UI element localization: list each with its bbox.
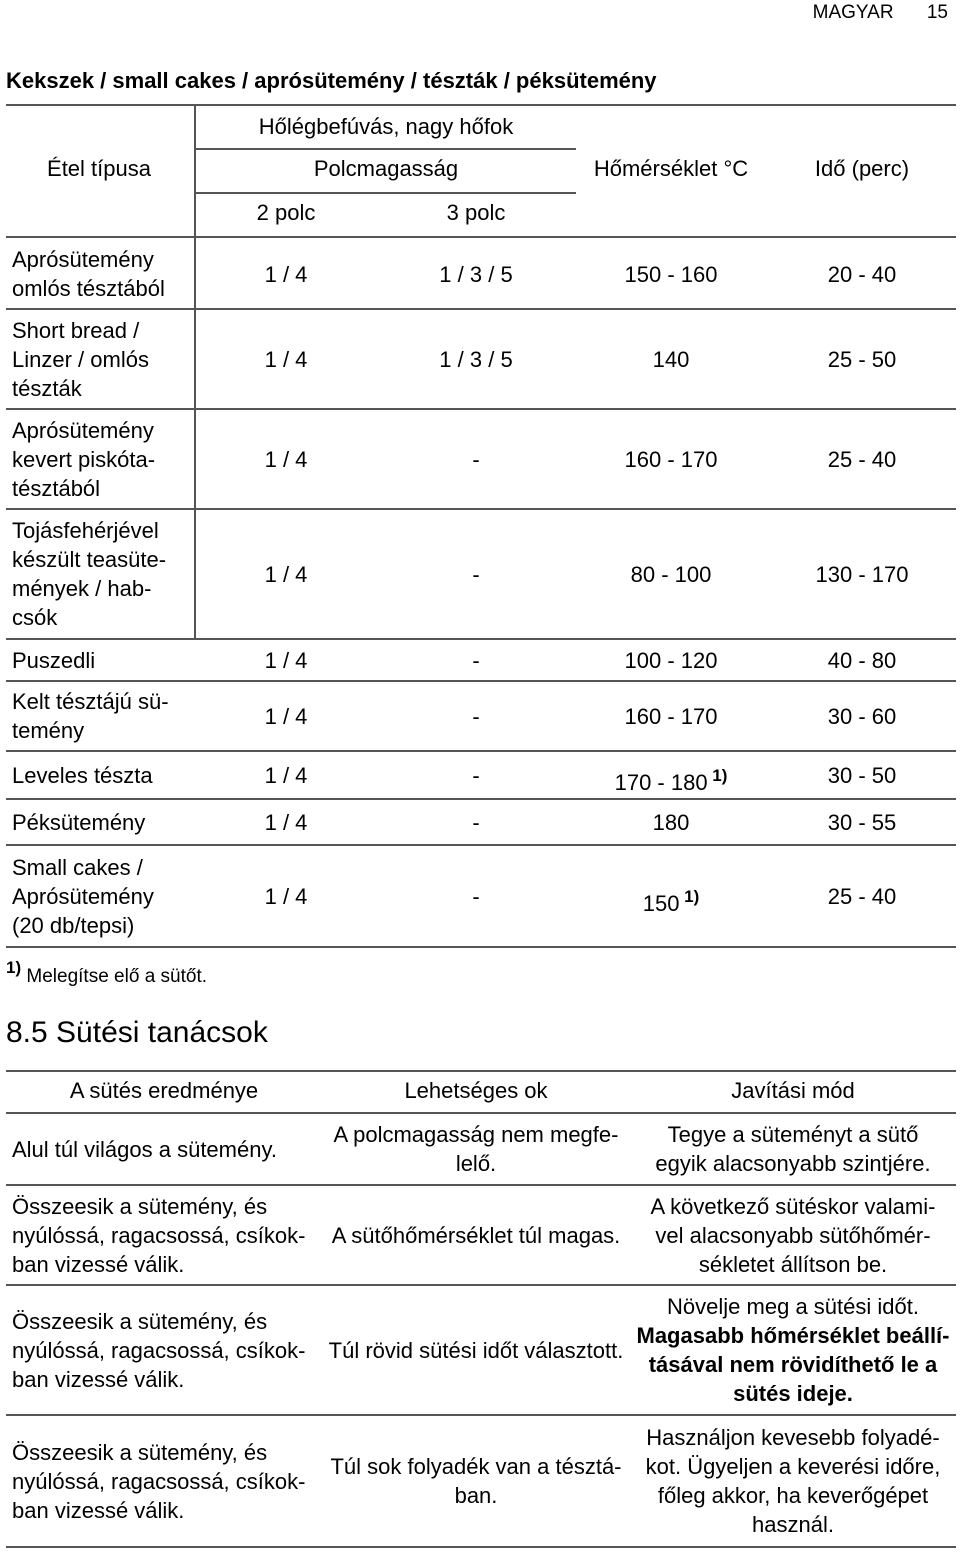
food-type-name (12, 808, 192, 837)
time-value-text: 130 - 170 (815, 561, 909, 587)
tip-result (12, 1438, 322, 1525)
shelf-2-value (196, 560, 376, 589)
shelf-2-value-text: 1 / 4 (264, 762, 308, 788)
col-header-cause: Lehetséges ok (404, 1078, 548, 1103)
time-value-text: 30 - 60 (827, 703, 897, 729)
temperature-value (576, 345, 766, 374)
time-value (768, 808, 956, 837)
shelf-3-value-text: 1 / 3 / 5 (439, 261, 513, 287)
col-header-shelf-2: 2 polc (256, 200, 316, 225)
shelf-3-value-text: - (472, 446, 480, 472)
col-header-food-type: Étel típusa (47, 156, 151, 181)
temperature-value-text: 140 (652, 346, 690, 372)
rule (6, 308, 956, 310)
tip-result-line: nyúlóssá, ragacsossá, csíkok- (12, 1337, 306, 1363)
tip-result-line: Összeesik a sütemény, és (12, 1193, 268, 1219)
food-type-line: mények / hab- (12, 576, 152, 601)
rule (6, 408, 956, 410)
tip-result-line: Összeesik a sütemény, és (12, 1308, 268, 1334)
col-header-group: Hőlégbefúvás, nagy hőfok (258, 114, 514, 139)
shelf-3-value (378, 445, 574, 474)
time-value (768, 560, 956, 589)
rule (6, 1112, 956, 1114)
food-type-line: Aprósütemény (12, 883, 154, 909)
page-header (813, 2, 948, 24)
tip-fix-bold-line: Magasabb hőmérséklet beállí- (636, 1323, 950, 1348)
temperature-value-text: 150 (642, 890, 680, 916)
shelf-2-value-text: 1 / 4 (264, 809, 308, 835)
col-header-time: Idő (perc) (814, 156, 910, 181)
temperature-value-text: 150 - 160 (624, 261, 718, 287)
temperature-value-text: 160 - 170 (624, 446, 718, 472)
food-type-line: temény (12, 718, 85, 743)
shelf-2-value (196, 761, 376, 790)
language-label: MAGYAR (812, 2, 894, 23)
rule (6, 1184, 956, 1186)
tip-fix-line: sékletet állítson be. (698, 1251, 888, 1277)
tip-fix-line: Használjon kevesebb folyadé- (646, 1425, 940, 1450)
footnote-mark: 1) (6, 958, 22, 977)
temperature-value (576, 882, 766, 918)
col-header-shelf-3: 3 polc (446, 200, 506, 225)
col-header-result: A sütés eredménye (69, 1078, 259, 1103)
rule (196, 192, 576, 194)
food-type-line: készült teasüte- (12, 547, 167, 572)
tip-fix (630, 1192, 956, 1279)
shelf-2-value-text: 1 / 4 (264, 703, 308, 729)
footnote-text: Melegítse elő a sütőt. (26, 966, 208, 987)
rule (6, 1284, 956, 1286)
time-value (768, 646, 956, 675)
tip-result-line: ban vizessé válik. (12, 1497, 185, 1523)
shelf-3-value (378, 808, 574, 837)
food-type-line: omlós tésztából (12, 276, 165, 301)
tip-cause-line: ban. (454, 1483, 498, 1508)
time-value (768, 260, 956, 289)
tip-cause (322, 1452, 630, 1510)
rule (6, 1070, 956, 1072)
temperature-value (576, 260, 766, 289)
food-type-line: Puszedli (12, 647, 96, 673)
shelf-3-value (378, 345, 574, 374)
rule (6, 104, 956, 106)
food-type-line: Aprósütemény (12, 247, 154, 272)
tip-fix-bold-line: sütés ideje. (733, 1381, 853, 1406)
shelf-2-value-text: 1 / 4 (264, 647, 308, 673)
time-value-text: 40 - 80 (827, 647, 897, 673)
shelf-3-value (378, 882, 574, 911)
food-type-name (12, 646, 192, 675)
shelf-3-value (378, 560, 574, 589)
shelf-2-value-text: 1 / 4 (264, 346, 308, 372)
shelf-3-value-text: 1 / 3 / 5 (439, 346, 513, 372)
time-value (768, 882, 956, 911)
tip-cause-line: Túl sok folyadék van a tésztá- (330, 1454, 622, 1479)
tip-fix (630, 1423, 956, 1539)
shelf-3-value-text: - (472, 703, 480, 729)
food-type-name (12, 245, 192, 303)
food-type-name (12, 316, 192, 403)
food-type-name (12, 687, 192, 745)
rule (6, 236, 956, 238)
food-type-line: csók (12, 605, 58, 630)
footnote-ref: 1) (679, 886, 700, 906)
shelf-3-value-text: - (472, 809, 480, 835)
time-value-text: 25 - 40 (827, 883, 897, 909)
food-type-line: Small cakes / (12, 854, 143, 880)
time-value-text: 30 - 50 (827, 762, 897, 788)
shelf-3-value (378, 761, 574, 790)
tip-fix-line: A következő sütéskor valami- (650, 1193, 936, 1219)
tip-fix-line: főleg akkor, ha keverőgépet (657, 1483, 929, 1508)
shelf-3-value (378, 702, 574, 731)
rule (6, 798, 956, 800)
food-type-line: Kelt tésztájú sü- (12, 689, 169, 714)
time-value (768, 345, 956, 374)
food-type-name (12, 516, 192, 632)
temperature-value (576, 646, 766, 675)
tip-result (12, 1307, 322, 1394)
food-type-line: Aprósütemény (12, 417, 154, 443)
footnote (6, 958, 207, 988)
tip-fix (630, 1120, 956, 1178)
temperature-value-text: 180 (652, 809, 690, 835)
food-type-line: Short bread / (12, 317, 140, 343)
temperature-value (576, 761, 766, 797)
tip-cause-line: lelő. (455, 1151, 497, 1176)
food-type-line: tészták (12, 375, 82, 401)
food-type-line: (20 db/tepsi) (12, 912, 135, 938)
tip-result-line: nyúlóssá, ragacsossá, csíkok- (12, 1222, 306, 1248)
tip-result (12, 1192, 322, 1279)
rule (6, 750, 956, 752)
tip-result-line: nyúlóssá, ragacsossá, csíkok- (12, 1468, 306, 1494)
rule (6, 638, 956, 640)
tip-result-line: ban vizessé válik. (12, 1366, 185, 1392)
shelf-3-value-text: - (472, 561, 480, 587)
shelf-2-value (196, 702, 376, 731)
food-type-line: Linzer / omlós (12, 346, 149, 372)
food-type-line: Leveles tészta (12, 762, 153, 788)
tip-fix-line: kot. Ügyeljen a keverési időre, (645, 1454, 941, 1479)
tip-result-line: Alul túl világos a sütemény. (12, 1136, 277, 1162)
rule (6, 680, 956, 682)
time-value-text: 25 - 40 (827, 446, 897, 472)
tip-fix-line: Növelje meg a sütési időt. (667, 1294, 919, 1319)
tip-fix-line: vel alacsonyabb sütőhőmér- (655, 1222, 931, 1248)
temperature-value (576, 808, 766, 837)
tip-fix-line: Tegye a süteményt a sütő (667, 1122, 919, 1147)
temperature-value (576, 560, 766, 589)
temperature-value-text: 170 - 180 (614, 769, 708, 795)
footnote-ref: 1) (707, 765, 728, 785)
temperature-value (576, 445, 766, 474)
shelf-2-value-text: 1 / 4 (264, 446, 308, 472)
col-header-shelf: Polcmagasság (313, 156, 459, 181)
shelf-2-value-text: 1 / 4 (264, 561, 308, 587)
section-title-cookies: Kekszek / small cakes / aprósütemény / tészták / péksütemény (6, 68, 657, 93)
tip-fix-bold-line: tásával nem rövidíthető le a (648, 1352, 938, 1377)
time-value (768, 761, 956, 790)
temperature-value (576, 702, 766, 731)
temperature-value-text: 80 - 100 (630, 561, 712, 587)
temperature-value-text: 100 - 120 (624, 647, 718, 673)
shelf-3-value (378, 646, 574, 675)
time-value (768, 445, 956, 474)
shelf-2-value (196, 882, 376, 911)
tip-cause-line: A polcmagasság nem megfe- (333, 1122, 619, 1147)
time-value-text: 25 - 50 (827, 346, 897, 372)
tip-cause-line: A sütőhőmérséklet túl magas. (331, 1222, 621, 1248)
tip-cause (322, 1120, 630, 1178)
tip-cause-line: Túl rövid sütési időt választott. (328, 1337, 624, 1363)
food-type-line: kevert piskóta- (12, 446, 156, 472)
shelf-3-value-text: - (472, 762, 480, 788)
food-type-line: tésztából (12, 475, 101, 501)
food-type-line: Tojásfehérjével (12, 518, 159, 543)
time-value-text: 20 - 40 (827, 261, 897, 287)
rule (6, 844, 956, 846)
section-title-tips: 8.5 Sütési tanácsok (6, 1016, 268, 1049)
food-type-line: Péksütemény (12, 809, 146, 835)
food-type-name (12, 416, 192, 503)
rule (6, 1546, 956, 1548)
tip-fix-line: használ. (752, 1512, 834, 1537)
tip-fix (630, 1292, 956, 1408)
tip-cause (322, 1336, 630, 1365)
tip-result-line: ban vizessé válik. (12, 1251, 185, 1277)
rule (196, 148, 576, 150)
shelf-2-value (196, 345, 376, 374)
page-number: 15 (926, 2, 948, 23)
shelf-3-value-text: - (472, 647, 480, 673)
time-value (768, 702, 956, 731)
tip-result (12, 1135, 322, 1164)
shelf-3-value-text: - (472, 883, 480, 909)
rule (6, 1414, 956, 1416)
tip-result-line: Összeesik a sütemény, és (12, 1439, 268, 1465)
shelf-2-value (196, 260, 376, 289)
food-type-name (12, 853, 192, 940)
shelf-2-value-text: 1 / 4 (264, 261, 308, 287)
temperature-value-text: 160 - 170 (624, 703, 718, 729)
shelf-2-value-text: 1 / 4 (264, 883, 308, 909)
rule (6, 508, 956, 510)
shelf-2-value (196, 646, 376, 675)
tip-cause (322, 1221, 630, 1250)
shelf-3-value (378, 260, 574, 289)
rule (6, 946, 956, 948)
col-header-fix: Javítási mód (731, 1078, 855, 1103)
food-type-name (12, 761, 192, 790)
time-value-text: 30 - 55 (827, 809, 897, 835)
col-header-temperature: Hőmérséklet °C (593, 156, 749, 181)
shelf-2-value (196, 808, 376, 837)
tip-fix-line: egyik alacsonyabb szintjére. (655, 1151, 931, 1176)
shelf-2-value (196, 445, 376, 474)
